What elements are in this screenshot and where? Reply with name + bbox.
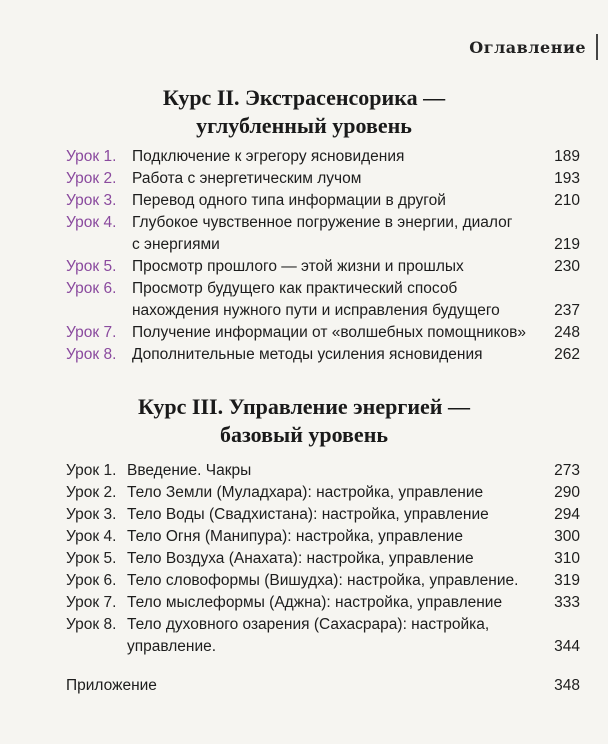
leader-dots	[508, 592, 542, 614]
page-number: 310	[554, 550, 580, 567]
lesson-title-line: Тело мыслеформы (Аджна): настройка, управление	[127, 594, 503, 611]
page-number: 273	[554, 462, 580, 479]
lesson-number: Урок 6.	[66, 572, 117, 589]
lesson-title-line: Тело Огня (Манипура): настройка, управление	[127, 528, 463, 545]
page-number: 262	[554, 346, 580, 363]
lesson-title-line: Тело духовного озарения (Сахасрара): настройка,	[127, 616, 490, 633]
page-number: 193	[554, 170, 580, 187]
leader-dots	[226, 234, 542, 256]
lesson-title-line: Получение информации от «волшебных помощников»	[132, 324, 526, 341]
toc-entry	[0, 482, 608, 504]
lesson-number: Урок 3.	[66, 192, 117, 209]
leader-dots	[469, 526, 542, 548]
lesson-number: Урок 7.	[66, 324, 117, 341]
leader-dots	[452, 190, 542, 212]
leader-dots	[489, 344, 542, 366]
toc-entry	[0, 256, 608, 278]
lesson-title-line: с энергиями	[132, 236, 220, 253]
lesson-title-line: Тело Воздуха (Анахата): настройка, управление	[127, 550, 474, 567]
lesson-number: Урок 2.	[66, 484, 117, 501]
lesson-number: Урок 8.	[66, 346, 117, 363]
page-number: 344	[554, 638, 580, 655]
course3-toc-list	[0, 460, 608, 658]
leader-dots	[524, 570, 542, 592]
course3-title-line2: базовый уровень	[219, 422, 389, 447]
toc-entry	[0, 504, 608, 526]
running-head-rule	[596, 34, 598, 60]
toc-entry	[0, 212, 608, 256]
lesson-title-line: Перевод одного типа информации в другой	[132, 192, 446, 209]
leader-dots	[489, 482, 542, 504]
course3-heading	[0, 393, 608, 449]
lesson-title-line: Тело словоформы (Вишудха): настройка, управление.	[127, 572, 519, 589]
lesson-number: Урок 5.	[66, 258, 117, 275]
leader-dots	[257, 460, 542, 482]
page-number: 290	[554, 484, 580, 501]
page-number: 300	[554, 528, 580, 545]
page-number: 237	[554, 302, 580, 319]
lesson-title-line: Работа с энергетическим лучом	[132, 170, 362, 187]
page-number: 189	[554, 148, 580, 165]
lesson-number: Урок 1.	[66, 148, 117, 165]
page-number: 210	[554, 192, 580, 209]
course2-title-line2: углубленный уровень	[196, 113, 412, 138]
course2-heading	[0, 84, 608, 140]
toc-entry	[0, 548, 608, 570]
toc-entry	[0, 344, 608, 366]
lesson-title-line: Тело Земли (Муладхара): настройка, управление	[127, 484, 484, 501]
toc-entry	[0, 190, 608, 212]
lesson-number: Урок 8.	[66, 616, 117, 633]
leader-dots	[367, 168, 542, 190]
page-number: 248	[554, 324, 580, 341]
lesson-number: Урок 7.	[66, 594, 117, 611]
lesson-title-line: нахождения нужного пути и исправления будущего	[132, 302, 500, 319]
lesson-number: Урок 5.	[66, 550, 117, 567]
leader-dots	[222, 636, 542, 658]
toc-entry	[0, 592, 608, 614]
appendix-page: 348	[554, 677, 580, 694]
leader-dots	[470, 256, 542, 278]
page-number: 294	[554, 506, 580, 523]
page-number: 230	[554, 258, 580, 275]
leader-dots	[532, 322, 542, 344]
lesson-number: Урок 4.	[66, 214, 117, 231]
lesson-title-line: Просмотр прошлого — этой жизни и прошлых	[132, 258, 464, 275]
leader-dots	[410, 146, 542, 168]
lesson-title-line: Тело Воды (Свадхистана): настройка, управление	[127, 506, 489, 523]
lesson-title-line: управление.	[127, 638, 217, 655]
running-head: Оглавление	[469, 38, 586, 57]
lesson-number: Урок 1.	[66, 462, 117, 479]
page-number: 333	[554, 594, 580, 611]
lesson-title-line: Глубокое чувственное погружение в энергии, диалог	[132, 214, 513, 231]
lesson-title-line: Просмотр будущего как практический способ	[132, 280, 458, 297]
toc-entry	[0, 168, 608, 190]
toc-entry	[0, 460, 608, 482]
appendix-entry	[0, 675, 608, 697]
toc-entry	[0, 526, 608, 548]
toc-entry	[0, 278, 608, 322]
lesson-title-line: Подключение к эгрегору ясновидения	[132, 148, 405, 165]
page-number: 319	[554, 572, 580, 589]
leader-dots	[506, 300, 542, 322]
lesson-title-line: Дополнительные методы усиления ясновидения	[132, 346, 483, 363]
leader-dots	[480, 548, 542, 570]
lesson-number: Урок 2.	[66, 170, 117, 187]
toc-entry	[0, 146, 608, 168]
appendix-label: Приложение	[66, 677, 157, 694]
leader-dots	[158, 675, 546, 697]
course2-title-line1: Курс II. Экстрасенсорика —	[162, 85, 446, 110]
lesson-number: Урок 4.	[66, 528, 117, 545]
toc-entry	[0, 322, 608, 344]
toc-entry	[0, 570, 608, 592]
lesson-number: Урок 3.	[66, 506, 117, 523]
lesson-title-line: Введение. Чакры	[127, 462, 252, 479]
toc-entry	[0, 614, 608, 658]
lesson-number: Урок 6.	[66, 280, 117, 297]
page-number: 219	[554, 236, 580, 253]
course2-toc-list	[0, 146, 608, 366]
leader-dots	[495, 504, 542, 526]
course3-title-line1: Курс III. Управление энергией —	[138, 394, 470, 419]
